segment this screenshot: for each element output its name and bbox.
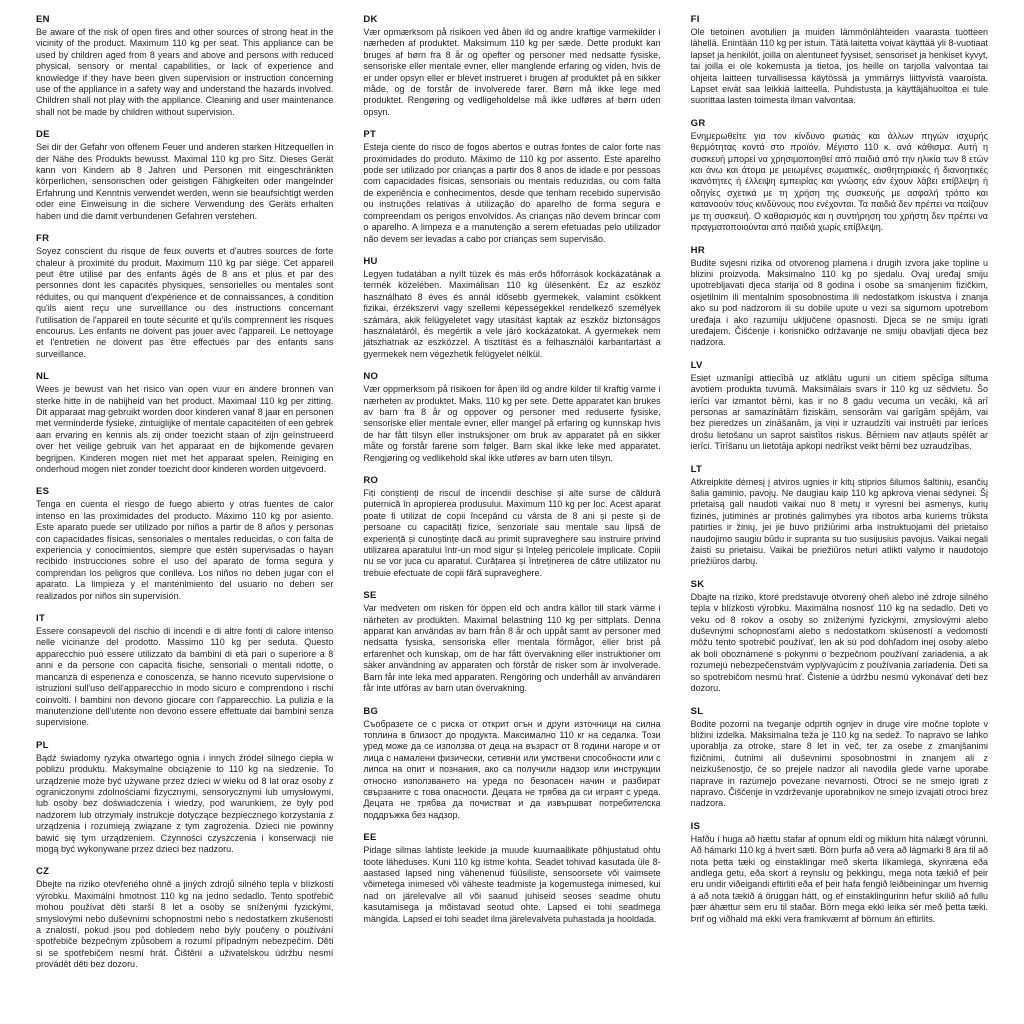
section-bg bbox=[363, 706, 660, 822]
language-text-pt: Esteja ciente do risco de fogos abertos e outras fontes de calor forte nas proximidades do produto. Máximo de 110 kg por assento. Este aparelho pode ser utilizado por crianças a partir dos 8 anos de idade e por pessoas com capacidades físicas, sensoriais ou mentais reduzidas, ou com falta de experiência e conhecimentos, desde que tenham recebido supervisão ou instruções relativas à utilização do aparelho de forma segura e compreendam os perigos envolvidos. As crianças não devem brincar com o aparelho. A limpeza e a manutenção a serem efetuadas pelo utilizador não devem ser levadas a cabo por crianças sem supervisão. bbox=[363, 142, 661, 244]
section-dk bbox=[363, 14, 660, 118]
language-text-ro: Fiți conștienți de riscul de incendii deschise și alte surse de căldură puternică în apropierea produsului. Maximum 110 kg per loc. Acest aparat poate fi utilizat de copii începând cu vârsta de 8 ani și peste și de persoane cu capacități fizice, senzoriale sau mentale sau lipsă de experiență și cunoștințe dacă au primit supraveghere sau instruire privind utilizarea aparatului într-un mod sigur și înțeleg pericolele implicate. Copiii nu se vor juca cu aparatul. Curățarea și întreținerea de către utilizator nu trebuie efectuate de copii fără supraveghere. bbox=[363, 488, 661, 578]
language-text-sl: Bodite pozorni na tveganje odprtih ognjev in druge vire močne toplote v bližini izdelka. Maksimalna teža je 110 kg na sedež. To napravo se lahko uporablja za otroke, stare 8 let in več, ter za osebe z zmanjšanimi fizičnimi, čutnimi ali duševnimi sposobnostmi in znanjem ali z neizkušenostjo, če so prejele nadzor ali navodila glede varne uporabe naprave in razumejo povezane nevarnosti. Otroci se ne smejo igrati z napravo. Čiščenje in vzdrževanje uporabnikov ne smejo izvajati otroci brez nadzora. bbox=[690, 718, 988, 809]
language-text-hr: Budite svjesni rizika od otvorenog plamena i drugih izvora jake topline u blizini proizvoda. Maksimalno 110 kg po sjedalu. Ovaj uređaj smiju upotrebljavati djeca starija od 8 godina i osobe sa smanjenim fizičkim, osjetilnim ili mentalnim sposobnostima ili nedostatkom iskustva i znanja ako su pod nadzorom ili su dobile upute u vezi sa sigurnom upotrebom uređaja i ako razumiju uključene opasnosti. Djeca se ne smiju igrati uređajem. Čišćenje i korisničko održavanje ne smiju obavljati djeca bez nadzora. bbox=[690, 257, 988, 348]
language-code-sl: SL bbox=[690, 705, 704, 717]
language-text-se: Var medveten om risken för öppen eld och andra källor till stark värme i närheten av produkten. Maximal belastning 110 kg per sittplats. Denna apparat kan användas av barn från 8 år och uppåt samt av personer med nedsatta fysiska, sensoriska eller mentala förmågor, eller brist på erfarenhet och kunskap, om de har fått övervakning eller instruktioner om säker användning av apparaten och förstår de risker som är involverade. Barn får inte leka med apparaten. Rengöring och underhåll av användaren får inte utföras av barn utan övervakning. bbox=[363, 603, 661, 694]
section-se bbox=[363, 590, 660, 694]
column-2 bbox=[363, 14, 660, 1006]
language-code-gr: GR bbox=[690, 117, 706, 129]
language-text-fr: Soyez conscient du risque de feux ouverts et d'autres sources de forte chaleur à proximité du produit. Maximum 110 kg par siège. Cet appareil peut être utilisé par des enfants âgés de 8 ans et plus et par des personnes dont les capacités physiques, sensorielles ou mentales sont réduites, ou qui manquent d'expérience et de connaissances, à condition qu'ils aient reçu une surveillance ou des instructions concernant l'utilisation de l'appareil en toute sécurité et qu'ils comprennent les risques encourus. Les enfants ne doivent pas jouer avec l'appareil. Le nettoyage et l'entretien ne doivent pas être effectués par des enfants sans surveillance. bbox=[36, 246, 334, 359]
language-text-cz: Dbejte na riziko otevřeného ohně a jiných zdrojů silného tepla v blízkosti výrobku. Maximální hmotnost 110 kg na jedno sedadlo. Tento spotřebič mohou používat děti starší 8 let a osoby se sníženými fyzickými, smyslovými nebo duševními schopnostmi nebo s nedostatkem zkušeností a znalostí, pokud jsou pod dohledem nebo byly poučeny o používání spotřebiče bezpečným způsobem a rozumí případným nebezpečím. Děti si se spotřebičem nesmí hrát. Čištění a uživatelskou údržbu nesmí provádět děti bez dozoru. bbox=[36, 879, 334, 970]
language-code-sk: SK bbox=[690, 578, 705, 590]
language-text-lt: Atkreipkite dėmesį į atviros ugnies ir kitų stiprios šilumos šaltinių, esančių šalia gaminio, pavojų. Ne daugiau kaip 110 kg apkrova vienai sėdynei. Šį prietaisą gali naudoti vaikai nuo 8 metų ir vyresni bei asmenys, kurių fizinės, jutiminės ar protinės galimybės yra ribotos arba kuriems trūksta patirties ir žinių, jei jie buvo prižiūrimi arba instruktuojami dėl prietaiso naudojimo saugiu būdu ir supranta su tuo susijusius pavojus. Vaikai negali žaisti su prietaisu. Vaikai be priežiūros neturi atlikti valymo ir naudotojo priežiūros darbų. bbox=[690, 476, 988, 567]
language-text-hu: Legyen tudatában a nyílt tüzek és más erős hőforrások kockázatának a termék közelében. Maximálisan 110 kg ülésenként. Ez az eszköz használható 8 éves és annál idősebb gyermekek, valamint csökkent fizikai, érzékszervi vagy szellemi képességekkel rendelkező személyek számára, akik felügyeletet vagy utasítást kaptak az eszköz biztonságos használatáról, és megértik a vele járó kockázatokat. A gyermekek nem játszhatnak az eszközzel. A tisztítást és a felhasználói karbantartást a gyermekek nem végezhetik felügyelet nélkül. bbox=[363, 268, 661, 359]
section-ee bbox=[363, 832, 660, 925]
language-text-bg: Съобразете се с риска от открит огън и други източници на силна топлина в близост до продукта. Максимално 110 кг на седалка. Този уред може да се използва от деца на възраст от 8 години нагоре и от лица с намалени физически, сетивни или умствени способности или с липса на опит и познания, ако са получили надзор или инструкции относно използването на уреда по безопасен начин и разбират свързаните с това опасности. Децата не трябва да си играят с уреда. Децата не трябва да почистват и да извършват потребителска поддръжка без надзор. bbox=[363, 718, 661, 820]
language-code-de: DE bbox=[36, 129, 50, 141]
section-it bbox=[36, 613, 333, 729]
section-es bbox=[36, 486, 333, 602]
language-text-sk: Dbajte na riziko, ktoré predstavuje otvorený oheň alebo iné zdroje silného tepla v blízkosti výrobku. Maximálna nosnosť 110 kg na sedadlo. Deti vo veku od 8 rokov a osoby so zníženými fyzickými, zmyslovými alebo duševnými schopnosťami alebo s nedostatkom skúseností a vedomostí môžu tento spotrebič používať, len ak sú pod dohľadom inej osoby alebo ak boli oboznámené s pokynmi o bezpečnom používaní zariadenia, a ak rozumejú nebezpečenstvám vyplývajúcim z používania zariadenia. Deti sa so spotrebičom nesmú hrať. Čistenie a údržbu nesmú vykonávať deti bez dozoru. bbox=[690, 591, 988, 694]
language-code-es: ES bbox=[36, 486, 50, 498]
language-code-ro: RO bbox=[363, 475, 379, 486]
language-text-nl: Wees je bewust van het risico van open vuur en andere bronnen van sterke hitte in de nabijheid van het product. Maximaal 110 kg per zitting. Dit apparaat mag gebruikt worden door kinderen vanaf 8 jaar en personen met verminderde fysieke, zintuiglijke of mentale capaciteiten of een gebrek aan ervaring en kennis als zij onder toezicht staan of zijn geïnstrueerd over het veilige gebruik van het apparaat en de bijkomende gevaren begrijpen. Kinderen mogen niet met het apparaat spelen. Reiniging en onderhoud mogen niet zonder toezicht door kinderen worden uitgevoerd. bbox=[36, 384, 334, 474]
language-code-cz: CZ bbox=[36, 866, 50, 878]
column-1 bbox=[36, 14, 333, 1006]
language-code-bg: BG bbox=[363, 705, 379, 717]
section-ro bbox=[363, 475, 660, 579]
language-text-es: Tenga en cuenta el riesgo de fuego abierto y otras fuentes de calor intenso en las proximidades del producto. Máximo 110 kg por asiento. Este aparato puede ser utilizado por niños a partir de 8 años y personas con capacidades físicas, sensoriales o mentales reducidas, o con falta de experiencia y conocimientos, siempre que estén supervisadas o hayan recibido instrucciones sobre el uso del aparato de forma segura y comprendan los peligros que conlleva. Los niños no deben jugar con el aparato. La limpieza y el mantenimiento del usuario no deben ser realizados por niños sin supervisión. bbox=[36, 499, 334, 601]
language-code-is: IS bbox=[690, 820, 701, 832]
language-code-nl: NL bbox=[36, 371, 50, 383]
section-sk bbox=[691, 579, 988, 695]
language-code-hr: HR bbox=[690, 244, 705, 256]
section-no bbox=[363, 371, 660, 464]
language-code-dk: DK bbox=[363, 14, 378, 25]
language-text-gr: Ενημερωθείτε για τον κίνδυνο φωτιάς και άλλων πηγών ισχυρής θερμότητας κοντά στο προϊόν. Μέγιστο 110 κ. ανά κάθισμα. Αυτή η συσκευή μπορεί να χρησιμοποιηθεί από παιδιά από την ηλικία των 8 ετών και άνω και άτομα με μειωμένες σωματικές, αισθητηριακές ή διανοητικές ικανότητες ή έλλειψη εμπειρίας και γνώσης εάν έχουν λάβει επίβλεψη ή οδηγίες σχετικά με τη χρήση της συσκευής με ασφαλή τρόπο και κατανοούν τους κινδύνους που ενέχονται. Τα παιδιά δεν πρέπει να παίζουν με τη συσκευή. Ο καθαρισμός και η συντήρηση του χρήστη δεν πρέπει να πραγματοποιούνται από παιδιά χωρίς επίβλεψη. bbox=[690, 130, 988, 233]
language-code-se: SE bbox=[363, 590, 377, 602]
section-is bbox=[691, 821, 988, 925]
language-text-fi: Ole tietoinen avotulien ja muiden lämmönlähteiden vaarasta tuotteen lähellä. Enintään 110 kg per istuin. Tätä laitetta voivat käyttää yli 8-vuotiaat lapset ja henkilöt, joilla on alentuneet fyysiset, sensoriset ja henkiset kyvyt, tai joilla ei ole kokemusta ja tietoa, jos heille on tarjolla valvontaa tai ohjeita laitteen turvallisessa käytössä ja ymmärrys liittyvistä vaaroista. Lapset eivät saa leikkiä laitteella. Puhdistusta ja käyttäjähuoltoa ei tule suorittaa lasten toimesta ilman valvontaa. bbox=[690, 27, 988, 106]
column-3 bbox=[691, 14, 988, 1006]
language-code-en: EN bbox=[36, 14, 50, 25]
language-code-hu: HU bbox=[363, 255, 378, 267]
section-pl bbox=[36, 740, 333, 856]
language-code-fi: FI bbox=[690, 14, 700, 25]
language-code-fr: FR bbox=[36, 233, 50, 245]
section-lt bbox=[691, 464, 988, 568]
section-fr bbox=[36, 233, 333, 360]
language-code-lt: LT bbox=[690, 463, 703, 475]
language-code-it: IT bbox=[36, 613, 46, 625]
section-fi bbox=[691, 14, 988, 107]
section-pt bbox=[363, 129, 660, 245]
section-hu bbox=[363, 256, 660, 360]
language-text-it: Essere consapevoli del rischio di incendi e di altre fonti di calore intenso nelle vicinanze del prodotto. Massimo 110 kg per seduta. Questo apparecchio può essere utilizzato da bambini di età pari o superiore a 8 anni e da persone con capacità fisiche, sensoriali o mentali ridotte, o mancanza di esperienza e conoscenza, se hanno ricevuto supervisione o istruzioni sull'uso dell'apparecchio in modo sicuro e comprendono i rischi coinvolti. I bambini non devono giocare con l'apparecchio. La pulizia e la manutenzione dell'utente non devono essere effettuate dai bambini senza supervisione. bbox=[36, 626, 334, 728]
language-text-ee: Pidage silmas lahtiste leekide ja muude kuumaallikate põhjustatud ohtu toote läheduses. Kuni 110 kg istme kohta. Seadet tohivad kasutada üle 8-aastased lapsed ning vähenenud füüsiliste, sensoorsete või vaimsete võimetega inimesed või väheste teadmiste ja kogemustega inimesed, kui nad on järelevalve all või saanud juhiseid seoses seadme ohutu kasutamisega ja mõistavad seotud ohte. Lapsed ei tohi seadmega mängida. Lapsed ei tohi seadet ilma järelevalveta puhastada ja hooldada. bbox=[363, 845, 661, 924]
section-lv bbox=[691, 360, 988, 453]
language-text-pl: Bądź świadomy ryzyka otwartego ognia i innych źródeł silnego ciepła w pobliżu produktu. Maksymalne obciążenie to 110 kg na siedzenie. To urządzenie może być używane przez dzieci w wieku od 8 lat oraz osoby z ograniczonymi zdolnościami fizycznymi, sensorycznymi lub umysłowymi, lub osoby bez doświadczenia i wiedzy, pod warunkiem, że były pod nadzorem lub otrzymały instrukcje dotyczące bezpiecznego korzystania z urządzenia i rozumieją związane z tym zagrożenia. Dzieci nie powinny bawić się tym urządzeniem. Czynności czyszczenia i konserwacji nie mogą być wykonywane przez dzieci bez nadzoru. bbox=[36, 752, 334, 854]
language-text-lv: Esiet uzmanīgi attiecībā uz atklātu uguni un citiem spēcīga siltuma avotiem produkta tuvumā. Maksimālais svars ir 110 kg uz sēdvietu. Šo ierīci var izmantot bērni, kas ir no 8 gadu vecuma un vecāki, kā arī personas ar samazinātām fiziskām, sensorām vai garīgām spējām, vai bez pieredzes un zināšanām, ja viņi ir uzraudzīti vai instruēti par ierīces drošu lietošanu un saprot saistītos riskus. Bērniem nav atļauts spēlēt ar ierīci. Tīrīšanu un lietotāja apkopi nedrīkst veikt bērni bez uzraudzības. bbox=[690, 372, 988, 452]
language-text-is: Hafðu í huga að hættu stafar af opnum eldi og miklum hita nálægt vörunni. Að hámarki 110 kg á hvert sæti. Börn þurfa að vera að lágmarki 8 ára til að nota þetta tæki og einstaklingar með skerta líkamlega, skynræna eða andlega getu, eða skort á reynslu og þekkingu, mega nota tækið ef þeir eru undir viðeigandi eftirliti eða ef þeir hafa fengið leiðbeiningar um hvernig á að nota tækið á öruggan hátt, og ef einstaklingurinn hefur skilið að fullu þær áhættur sem eru til staðar. Börn mega ekki leika sér með þetta tæki. Þrif og viðhald má ekki vera framkvæmt af börnum án eftirlits. bbox=[690, 833, 988, 924]
language-code-lv: LV bbox=[690, 359, 703, 371]
language-text-no: Vær oppmerksom på risikoen for åpen ild og andre kilder til kraftig varme i nærheten av produktet. Maks. 110 kg per sete. Dette apparatet kan brukes av barn fra 8 år og oppover og personer med reduserte fysiske, sensoriske eller mentale evner, eller mangel på erfaring og kunnskap hvis de har fått tilsyn eller instruksjoner om bruk av apparatet på en sikker måte og forstår farene som følger. Barn skal ikke leke med apparatet. Rengjøring og vedlikehold skal ikke utføres av barn uten tilsyn. bbox=[363, 384, 661, 463]
section-hr bbox=[691, 245, 988, 349]
language-code-pt: PT bbox=[363, 129, 377, 141]
section-de bbox=[36, 129, 333, 222]
section-gr bbox=[691, 118, 988, 234]
language-text-de: Sei dir der Gefahr von offenem Feuer und anderen starken Hitzequellen in der Nähe des Produkts bewusst. Maximal 110 kg pro Sitz. Dieses Gerät kann von Kindern ab 8 Jahren und Personen mit eingeschränkten körperlichen, sensorischen oder geistigen Fähigkeiten oder mangelnder Erfahrung und Kenntnis verwendet werden, wenn sie beaufsichtigt werden oder eine Einweisung in die sichere Verwendung des Geräts erhalten haben und die damit verbundenen Gefahren verstehen. bbox=[36, 142, 334, 221]
language-text-dk: Vær opmærksom på risikoen ved åben ild og andre kraftige varmekilder i nærheden af produktet. Maksimum 110 kg per sæde. Dette produkt kan bruges af børn fra 8 år og opefter og personer med nedsatte fysiske, sensoriske eller mentale evner, eller manglende erfaring og viden, hvis de er under opsyn eller er blevet instrueret i brugen af produktet på en sikker måde, og de forstår de involverede farer. Børn må ikke lege med produktet. Rengøring og vedligeholdelse må ikke udføres af børn uden opsyn. bbox=[363, 27, 661, 117]
language-code-pl: PL bbox=[36, 739, 49, 751]
language-code-ee: EE bbox=[363, 832, 377, 844]
language-code-no: NO bbox=[363, 371, 379, 383]
language-text-en: Be aware of the risk of open fires and other sources of strong heat in the vicinity of the product. Maximum 110 kg per seat. This appliance can be used by children aged from 8 years and above and persons with reduced physical, sensory or mental capabilities, or lack of experience and knowledge if they have been given supervision or instruction concerning use of the appliance in a safety way and understand the hazards involved. Children shall not play with the appliance. Cleaning and user maintenance shall not be made by children without supervision. bbox=[36, 27, 334, 117]
section-en bbox=[36, 14, 333, 118]
section-nl bbox=[36, 371, 333, 475]
section-cz bbox=[36, 866, 333, 970]
section-sl bbox=[691, 706, 988, 810]
